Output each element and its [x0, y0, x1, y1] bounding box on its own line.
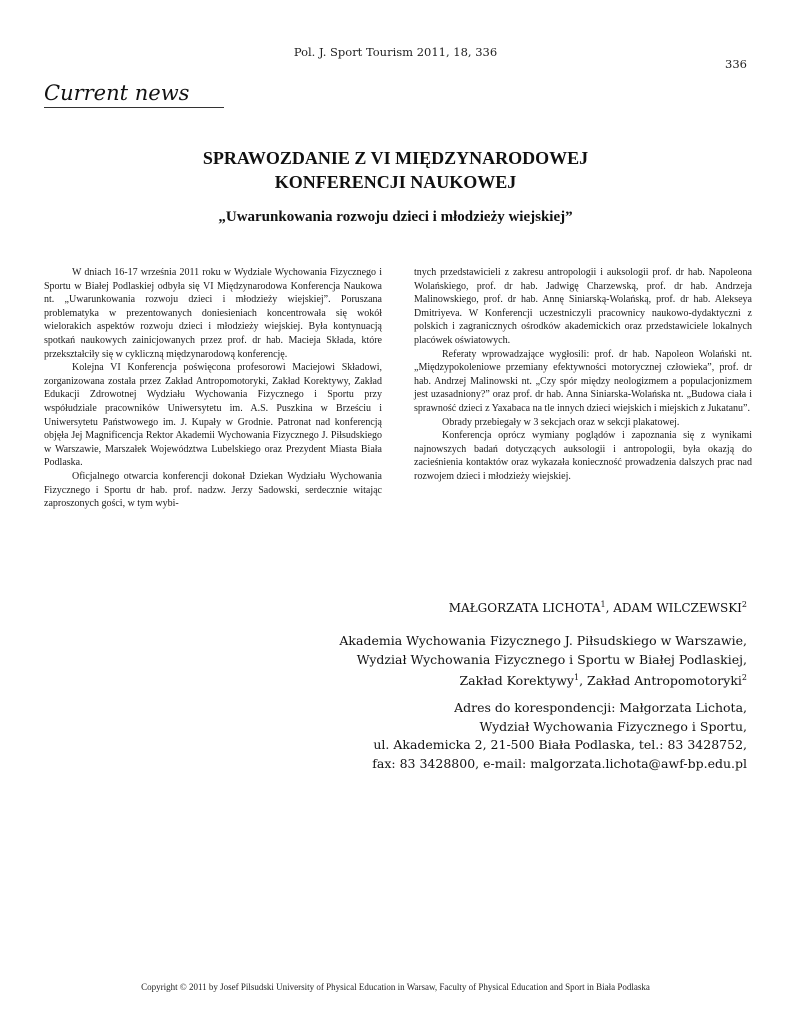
left-column: [44, 266, 382, 511]
section-label: Current news: [44, 81, 224, 108]
correspondence-block: [227, 699, 747, 773]
affiliation-line: Wydział Wychowania Fizycznego i Sportu w Białej Podlaskiej,: [356, 651, 747, 667]
author-name: ADAM WILCZEWSKI: [613, 601, 742, 615]
department-mark: 1: [574, 673, 580, 682]
title-line-2: KONFERENCJI NAUKOWEJ: [274, 172, 517, 192]
body-columns: [44, 266, 752, 511]
paragraph: Kolejna VI Konferencja poświęcona profesorowi Maciejowi Składowi, zorganizowana została przez Zakład Antropomotoryki, Zakład Korektywy, Zakład Edukacji Zdrowotnej Wydziału Wychowania Fizycznego i Sportu przy współudziale pracowników Uniwersytetu im. A.S. Puszkina w Brześciu i Uniwersytetu Państwowego im. J. Kupały w Grodnie. Patronat nad konferencją objęła Jej Magnificencja Rektor Akademii Wychowania Fizycznego J. Piłsudskiego w Warszawie, Marszałek Województwa Lubelskiego oraz Prezydent Miasta Biała Podlaska.: [44, 362, 382, 469]
author-affiliation-mark: 1: [600, 600, 606, 609]
department-mark: 2: [741, 673, 747, 682]
paragraph: Referaty wprowadzające wygłosili: prof. dr hab. Napoleon Wolański nt. „Międzypokoleniowe przemiany efektywności motorycznej człowieka”, prof. dr hab. Andrzej Malinowski nt. „Czy spór między neologizmem a populacjonizmem jest uzasadniony?” oraz prof. dr hab. Anna Siniarska-Wolańska nt. „Budowa ciała i sprawność dzieci z Yaxabaca na tle innych dzieci wiejskich i miejskich z Jukatanu”.: [414, 348, 752, 414]
author-separator: ,: [605, 601, 614, 615]
paragraph: Oficjalnego otwarcia konferencji dokonał Dziekan Wydziału Wychowania Fizycznego i Sportu dr hab. prof. nadzw. Jerzy Sadowski, serdecznie witając zaproszonych gości, w tym wybi-: [44, 470, 382, 510]
department-separator: ,: [579, 673, 588, 689]
department-name: Zakład Antropomotoryki: [587, 673, 742, 689]
correspondence-line: ul. Akademicka 2, 21-500 Biała Podlaska, tel.: 83 3428752,: [373, 737, 747, 752]
affiliation-departments: [227, 669, 747, 691]
paragraph: Obrady przebiegały w 3 sekcjach oraz w sekcji plakatowej.: [442, 416, 680, 428]
paragraph: W dniach 16-17 września 2011 roku w Wydziale Wychowania Fizycznego i Sportu w Białej Podlaskiej odbyła się VI Międzynarodowa Konferencja Naukowa nt. „Uwarunkowania rozwoju dzieci i młodzieży wiejskiej”. Poruszana problematyka w prezentowanych doniesieniach koncentrowała się wokół wielorakich aspektów rozwoju dzieci i młodzieży wiejskiej. Była kontynuacją spotkań naukowych zainicjowanych przez prof. dr hab. Macieja Składa, które przekształciły się w cykliczną międzynarodową konferencję.: [44, 267, 382, 360]
affiliation-block: [227, 632, 747, 691]
page-number: 336: [725, 57, 747, 71]
department-name: Zakład Korektywy: [459, 673, 574, 689]
correspondence-line: Adres do korespondencji: Małgorzata Lichota,: [454, 700, 747, 715]
journal-running-head: Pol. J. Sport Tourism 2011, 18, 336: [293, 45, 498, 59]
author-line: [247, 600, 747, 615]
author-name: MAŁGORZATA LICHOTA: [448, 601, 601, 615]
article-title: [80, 146, 711, 194]
correspondence-line: fax: 83 3428800, e-mail: malgorzata.lichota@awf-bp.edu.pl: [372, 755, 747, 771]
affiliation-line: Akademia Wychowania Fizycznego J. Piłsudskiego w Warszawie,: [339, 633, 747, 648]
title-line-1: SPRAWOZDANIE Z VI MIĘDZYNARODOWEJ: [202, 148, 589, 168]
article-subtitle: „Uwarunkowania rozwoju dzieci i młodzieży wiejskiej”: [218, 209, 573, 225]
paragraph: Konferencja oprócz wymiany poglądów i zapoznania się z wynikami najnowszych badań dotyczących auksologii i antropologii, była okazją do zacieśnienia kontaktów oraz wykazała konieczność prowadzenia dalszych prac nad rozwojem dzieci i młodzieży wiejskiej.: [414, 430, 752, 482]
correspondence-line: Wydział Wychowania Fizycznego i Sportu,: [479, 718, 747, 734]
paragraph-continued: tnych przedstawicieli z zakresu antropologii i auksologii prof. dr hab. Napoleona Wolańskiego, prof. dr hab. Jadwigę Charzewską, prof. dr hab. Andrzeja Malinowskiego, prof. dr hab. Annę Siniarską-Wolańską, prof. dr hab. Alekseya Dmitriyeva. W Konferencji uczestniczyli pracownicy naukowo-dydaktyczni z polskich i zagranicznych ośrodków akademickich oraz przedstawiciele lokalnych placówek oświatowych.: [414, 267, 752, 346]
author-affiliation-mark: 2: [741, 600, 747, 609]
copyright-footer: Copyright © 2011 by Josef Pilsudski University of Physical Education in Warsaw, Faculty of Physical Education and Sport in Biała Podlaska: [141, 982, 650, 992]
right-column: [414, 266, 752, 511]
